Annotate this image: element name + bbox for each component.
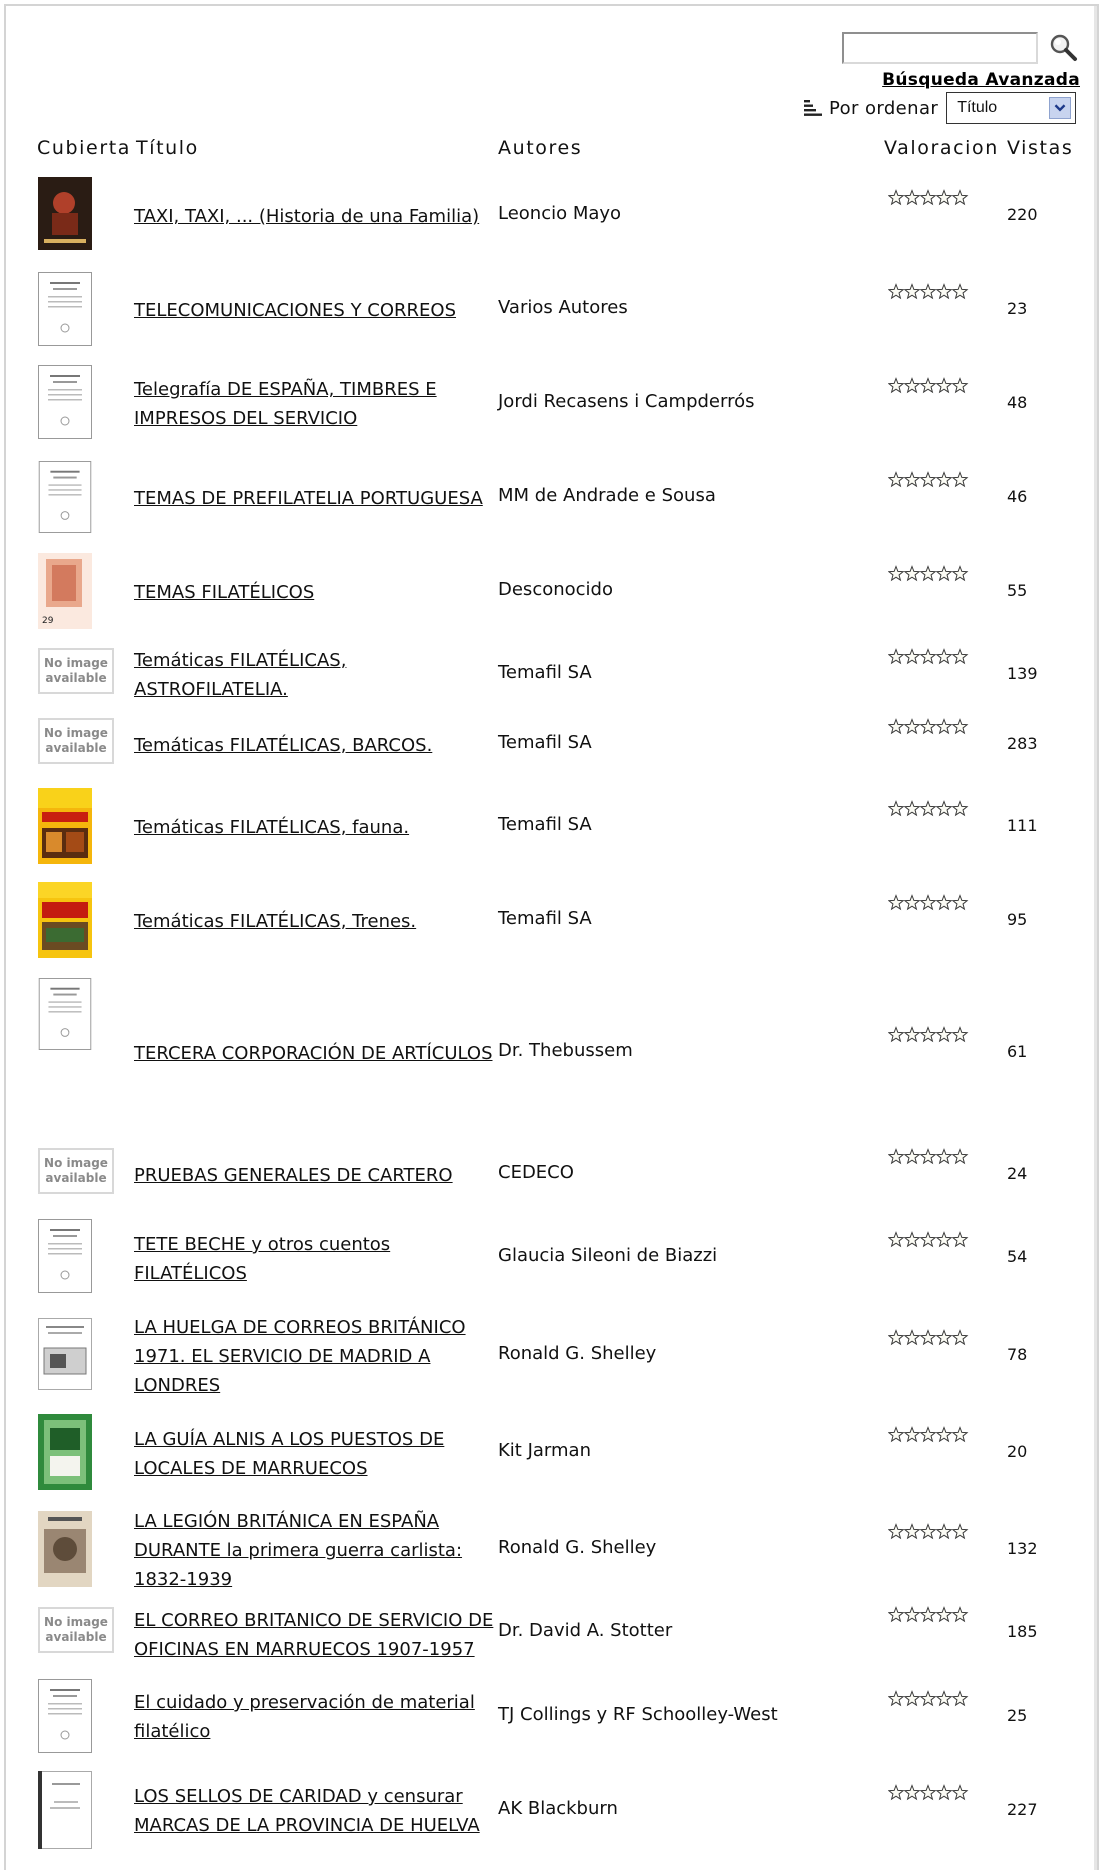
- book-views: 25: [1007, 1706, 1028, 1725]
- book-title-cell: [134, 646, 494, 704]
- book-author: Ronald G. Shelley: [498, 1537, 657, 1558]
- rating-stars[interactable]: [888, 188, 970, 208]
- book-title-link[interactable]: TERCERA CORPORACIÓN DE ARTÍCULOS: [134, 1043, 493, 1064]
- rating-stars[interactable]: [888, 1605, 970, 1625]
- book-views: 24: [1007, 1164, 1028, 1183]
- book-views: 139: [1007, 664, 1038, 683]
- book-title-cell: [134, 1039, 494, 1068]
- book-title-link[interactable]: Temáticas FILATÉLICAS, ASTROFILATELIA.: [134, 650, 347, 700]
- book-cover[interactable]: [38, 1318, 92, 1394]
- book-cover-image[interactable]: [38, 614, 92, 633]
- no-image-placeholder[interactable]: [38, 648, 114, 694]
- svg-text:29: 29: [42, 616, 54, 626]
- no-image-line2: available: [45, 741, 107, 755]
- rating-stars[interactable]: [888, 470, 970, 490]
- book-cover[interactable]: [38, 882, 92, 962]
- star-icon[interactable]: [888, 1694, 970, 1713]
- book-cover[interactable]: [38, 1678, 92, 1758]
- book-cover-image[interactable]: [38, 235, 92, 254]
- book-cover-image[interactable]: [38, 425, 92, 444]
- book-title-cell: [134, 375, 494, 433]
- book-title-link[interactable]: TETE BECHE y otros cuentos FILATÉLICOS: [134, 1234, 391, 1284]
- sort-control: [803, 92, 1076, 124]
- rating-stars[interactable]: [888, 1425, 970, 1445]
- sort-label: Por ordenar: [829, 97, 939, 119]
- rating-stars[interactable]: [888, 376, 970, 396]
- no-image-line1: No image: [44, 726, 108, 740]
- book-views: 227: [1007, 1800, 1038, 1819]
- book-author: Temafil SA: [498, 814, 592, 835]
- book-author: Desconocido: [498, 579, 613, 600]
- book-author: Varios Autores: [498, 297, 628, 318]
- star-icon[interactable]: [888, 804, 970, 823]
- no-image-line1: No image: [44, 1156, 108, 1170]
- no-image-line2: available: [45, 1630, 107, 1644]
- book-cover[interactable]: [38, 648, 114, 694]
- column-header-rating[interactable]: Valoracion: [884, 137, 999, 159]
- star-icon[interactable]: [888, 1030, 970, 1049]
- book-title-cell: [134, 1313, 494, 1400]
- book-views: 61: [1007, 1042, 1028, 1061]
- book-cover[interactable]: [38, 553, 92, 633]
- book-cover[interactable]: [38, 1771, 92, 1853]
- book-cover[interactable]: [38, 1148, 114, 1194]
- book-author: Glaucia Sileoni de Biazzi: [498, 1245, 718, 1266]
- book-cover[interactable]: [38, 1218, 92, 1298]
- book-title-cell: [134, 813, 494, 842]
- book-cover[interactable]: [38, 177, 92, 254]
- book-title-link[interactable]: Temáticas FILATÉLICAS, fauna.: [134, 817, 410, 838]
- book-title-cell: [134, 907, 494, 936]
- book-title-cell: [134, 1606, 494, 1664]
- sort-selected-value: Título: [957, 99, 998, 116]
- sort-icon: [803, 99, 823, 117]
- search-icon[interactable]: [1048, 32, 1078, 62]
- rating-stars[interactable]: [888, 1230, 970, 1250]
- book-title-cell: [134, 731, 494, 760]
- book-title-cell: [134, 202, 494, 231]
- rating-stars[interactable]: [888, 564, 970, 584]
- star-icon[interactable]: [888, 1430, 970, 1449]
- rating-stars[interactable]: [888, 1328, 970, 1348]
- book-cover[interactable]: [38, 1511, 92, 1591]
- book-cover-image[interactable]: [38, 943, 92, 962]
- book-title-cell: [134, 1425, 494, 1483]
- book-title-cell: [134, 578, 494, 607]
- book-author: Jordi Recasens i Campderrós: [498, 391, 755, 412]
- star-icon[interactable]: [888, 569, 970, 588]
- advanced-search-link[interactable]: Búsqueda Avanzada: [882, 70, 1080, 90]
- chevron-down-icon[interactable]: [1049, 97, 1071, 119]
- book-cover-image[interactable]: [38, 1834, 92, 1853]
- book-views: 20: [1007, 1442, 1028, 1461]
- book-title-link[interactable]: Temáticas FILATÉLICAS, Trenes.: [134, 911, 417, 932]
- book-cover-image[interactable]: [38, 1475, 92, 1494]
- book-views: 48: [1007, 393, 1028, 412]
- star-icon[interactable]: [888, 1333, 970, 1352]
- book-title-link[interactable]: TELECOMUNICACIONES Y CORREOS: [134, 300, 457, 321]
- book-cover[interactable]: [38, 1414, 92, 1494]
- book-title-link[interactable]: Temáticas FILATÉLICAS, BARCOS.: [134, 735, 433, 756]
- book-author: TJ Collings y RF Schoolley-West: [498, 1704, 778, 1725]
- rating-stars[interactable]: [888, 647, 970, 667]
- book-views: 46: [1007, 487, 1028, 506]
- book-author: CEDECO: [498, 1162, 574, 1183]
- rating-stars[interactable]: [888, 893, 970, 913]
- book-title-cell: [134, 1507, 494, 1594]
- book-title-link[interactable]: TEMAS DE PREFILATELIA PORTUGUESA: [134, 488, 483, 509]
- book-title-link[interactable]: LA LEGIÓN BRITÁNICA EN ESPAÑA DURANTE la primera guerra carlista: 1832-1939: [134, 1511, 463, 1590]
- rating-stars[interactable]: [888, 1025, 970, 1045]
- star-icon[interactable]: [888, 1235, 970, 1254]
- book-title-link[interactable]: PRUEBAS GENERALES DE CARTERO: [134, 1165, 453, 1186]
- book-title-link[interactable]: Telegrafía DE ESPAÑA, TIMBRES E IMPRESOS DEL SERVICIO: [134, 379, 437, 429]
- sort-select[interactable]: [946, 92, 1076, 124]
- book-title-cell: [134, 1688, 494, 1746]
- book-views: 54: [1007, 1247, 1028, 1266]
- column-header-title[interactable]: Título: [136, 137, 199, 159]
- book-views: 111: [1007, 816, 1038, 835]
- column-header-authors[interactable]: Autores: [498, 137, 583, 159]
- star-icon[interactable]: [888, 1152, 970, 1171]
- book-title-link[interactable]: TEMAS FILATÉLICOS: [134, 582, 315, 603]
- book-author: Temafil SA: [498, 908, 592, 929]
- no-image-placeholder[interactable]: [38, 718, 114, 764]
- book-author: AK Blackburn: [498, 1798, 618, 1819]
- book-title-cell: [134, 1161, 494, 1190]
- book-title-link[interactable]: TAXI, TAXI, ... (Historia de una Familia): [134, 206, 480, 227]
- book-title-link[interactable]: El cuidado y preservación de material filatélico: [134, 1692, 475, 1742]
- book-title-cell: [134, 1230, 494, 1288]
- rating-stars[interactable]: [888, 1783, 970, 1803]
- star-icon[interactable]: [888, 1788, 970, 1807]
- book-cover[interactable]: [38, 1607, 114, 1653]
- book-title-cell: [134, 1782, 494, 1840]
- no-image-line1: No image: [44, 656, 108, 670]
- no-image-line2: available: [45, 671, 107, 685]
- book-author: Temafil SA: [498, 662, 592, 683]
- book-title-cell: [134, 296, 494, 325]
- book-cover[interactable]: [38, 718, 114, 764]
- no-image-placeholder[interactable]: [38, 1148, 114, 1194]
- book-cover-image[interactable]: [38, 849, 92, 868]
- frame-edge: [1094, 6, 1097, 1870]
- rating-stars[interactable]: [888, 282, 970, 302]
- column-header-cover[interactable]: Cubierta: [37, 137, 132, 159]
- book-author: Dr. Thebussem: [498, 1040, 633, 1061]
- no-image-line2: available: [45, 1171, 107, 1185]
- book-cover-image[interactable]: [38, 331, 92, 350]
- book-cover-image[interactable]: [38, 1572, 92, 1591]
- star-icon[interactable]: [888, 722, 970, 741]
- table-header: [0, 137, 1114, 167]
- book-author: MM de Andrade e Sousa: [498, 485, 716, 506]
- book-views: 95: [1007, 910, 1028, 929]
- book-cover-image[interactable]: [38, 1035, 92, 1054]
- book-cover[interactable]: [38, 978, 92, 1054]
- book-views: 23: [1007, 299, 1028, 318]
- book-author: Dr. David A. Stotter: [498, 1620, 673, 1641]
- rating-stars[interactable]: [888, 799, 970, 819]
- book-cover-image[interactable]: [38, 1739, 92, 1758]
- column-header-views[interactable]: Vistas: [1007, 137, 1074, 159]
- star-icon[interactable]: [888, 1610, 970, 1629]
- star-icon[interactable]: [888, 898, 970, 917]
- book-cover[interactable]: [38, 364, 92, 444]
- book-author: Leoncio Mayo: [498, 203, 622, 224]
- no-image-line1: No image: [44, 1615, 108, 1629]
- star-icon[interactable]: [888, 652, 970, 671]
- star-icon[interactable]: [888, 475, 970, 494]
- star-icon[interactable]: [888, 193, 970, 212]
- book-cover[interactable]: [38, 272, 92, 350]
- book-cover-image[interactable]: [38, 518, 92, 537]
- rating-stars[interactable]: [888, 1147, 970, 1167]
- book-cover-image[interactable]: [38, 1375, 92, 1394]
- book-views: 78: [1007, 1345, 1028, 1364]
- book-title-cell: [134, 484, 494, 513]
- star-icon[interactable]: [888, 381, 970, 400]
- book-views: 185: [1007, 1622, 1038, 1641]
- no-image-placeholder[interactable]: [38, 1607, 114, 1653]
- star-icon[interactable]: [888, 287, 970, 306]
- rating-stars[interactable]: [888, 717, 970, 737]
- book-title-link[interactable]: EL CORREO BRITANICO DE SERVICIO DE OFICINAS EN MARRUECOS 1907-1957: [134, 1610, 494, 1660]
- book-cover[interactable]: [38, 461, 92, 537]
- book-author: Temafil SA: [498, 732, 592, 753]
- star-icon[interactable]: [888, 1527, 970, 1546]
- book-views: 220: [1007, 205, 1038, 224]
- rating-stars[interactable]: [888, 1689, 970, 1709]
- rating-stars[interactable]: [888, 1522, 970, 1542]
- book-title-link[interactable]: LOS SELLOS DE CARIDAD y censurar MARCAS DE LA PROVINCIA DE HUELVA: [134, 1786, 480, 1836]
- book-views: 283: [1007, 734, 1038, 753]
- book-cover-image[interactable]: [38, 1279, 92, 1298]
- book-views: 132: [1007, 1539, 1038, 1558]
- book-views: 55: [1007, 581, 1028, 600]
- book-title-link[interactable]: LA GUÍA ALNIS A LOS PUESTOS DE LOCALES DE MARRUECOS: [134, 1429, 445, 1479]
- book-title-link[interactable]: LA HUELGA DE CORREOS BRITÁNICO 1971. EL SERVICIO DE MADRID A LONDRES: [134, 1317, 466, 1396]
- book-cover[interactable]: [38, 788, 92, 868]
- book-author: Kit Jarman: [498, 1440, 591, 1461]
- book-author: Ronald G. Shelley: [498, 1343, 657, 1364]
- search-input[interactable]: [842, 32, 1038, 64]
